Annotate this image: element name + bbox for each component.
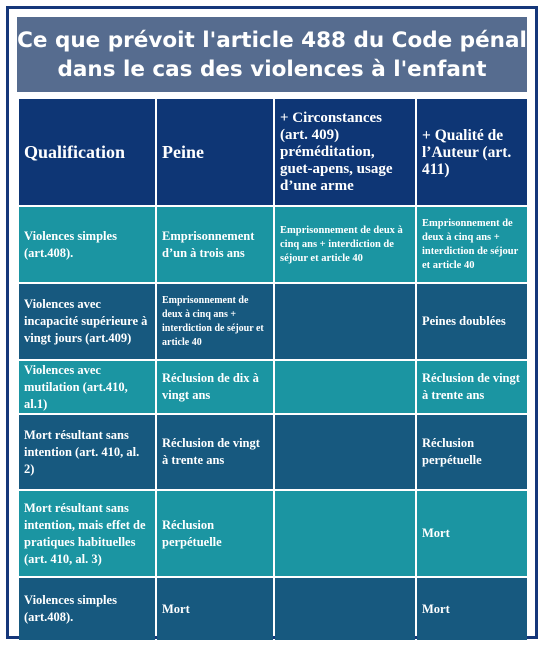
cell-circonstances <box>275 491 415 576</box>
cell-qualite: Mort <box>417 491 527 576</box>
header-circonstances: + Circonstances (art. 409) préméditation, guet-apens, usage d’une arme <box>275 99 415 205</box>
table-row <box>19 361 527 413</box>
cell-qualite: Réclusion de vingt à trente ans <box>417 361 527 413</box>
cell-peine: Réclusion perpétuelle <box>157 491 273 576</box>
table-header-row <box>19 99 527 205</box>
page-title <box>17 17 527 92</box>
cell-qualification: Mort résultant sans intention (art. 410, al. 2) <box>19 415 155 489</box>
cell-qualite: Emprisonnement de deux à cinq ans + interdiction de séjour et article 40 <box>417 207 527 282</box>
cell-qualification: Violences simples (art.408). <box>19 578 155 640</box>
cell-circonstances <box>275 578 415 640</box>
header-qualification: Qualification <box>19 99 155 205</box>
title-line-1: Ce que prévoit l'article 488 du Code pénal <box>17 27 527 53</box>
table-row <box>19 284 527 359</box>
table-row <box>19 578 527 640</box>
table-frame <box>6 6 538 639</box>
cell-peine: Emprisonnement de deux à cinq ans + interdiction de séjour et article 40 <box>157 284 273 359</box>
cell-circonstances <box>275 361 415 413</box>
title-line-2: dans le cas des violences à l'enfant <box>57 56 487 82</box>
cell-peine: Emprisonnement d’un à trois ans <box>157 207 273 282</box>
cell-qualite: Mort <box>417 578 527 640</box>
cell-circonstances <box>275 415 415 489</box>
cell-qualite: Réclusion perpétuelle <box>417 415 527 489</box>
cell-qualification: Violences avec mutilation (art.410, al.1) <box>19 361 155 413</box>
table-row <box>19 207 527 282</box>
cell-peine: Réclusion de dix à vingt ans <box>157 361 273 413</box>
header-qualite-auteur: + Qualité de l’Auteur (art. 411) <box>417 99 527 205</box>
table-row <box>19 415 527 489</box>
cell-peine: Mort <box>157 578 273 640</box>
cell-peine: Réclusion de vingt à trente ans <box>157 415 273 489</box>
cell-circonstances: Emprisonnement de deux à cinq ans + interdiction de séjour et article 40 <box>275 207 415 282</box>
cell-qualification: Violences avec incapacité supérieure à vingt jours (art.409) <box>19 284 155 359</box>
table-row <box>19 491 527 576</box>
cell-qualification: Mort résultant sans intention, mais effet de pratiques habituelles (art. 410, al. 3) <box>19 491 155 576</box>
penalty-table <box>17 97 529 642</box>
cell-qualification: Violences simples (art.408). <box>19 207 155 282</box>
cell-qualite: Peines doublées <box>417 284 527 359</box>
header-peine: Peine <box>157 99 273 205</box>
cell-circonstances <box>275 284 415 359</box>
